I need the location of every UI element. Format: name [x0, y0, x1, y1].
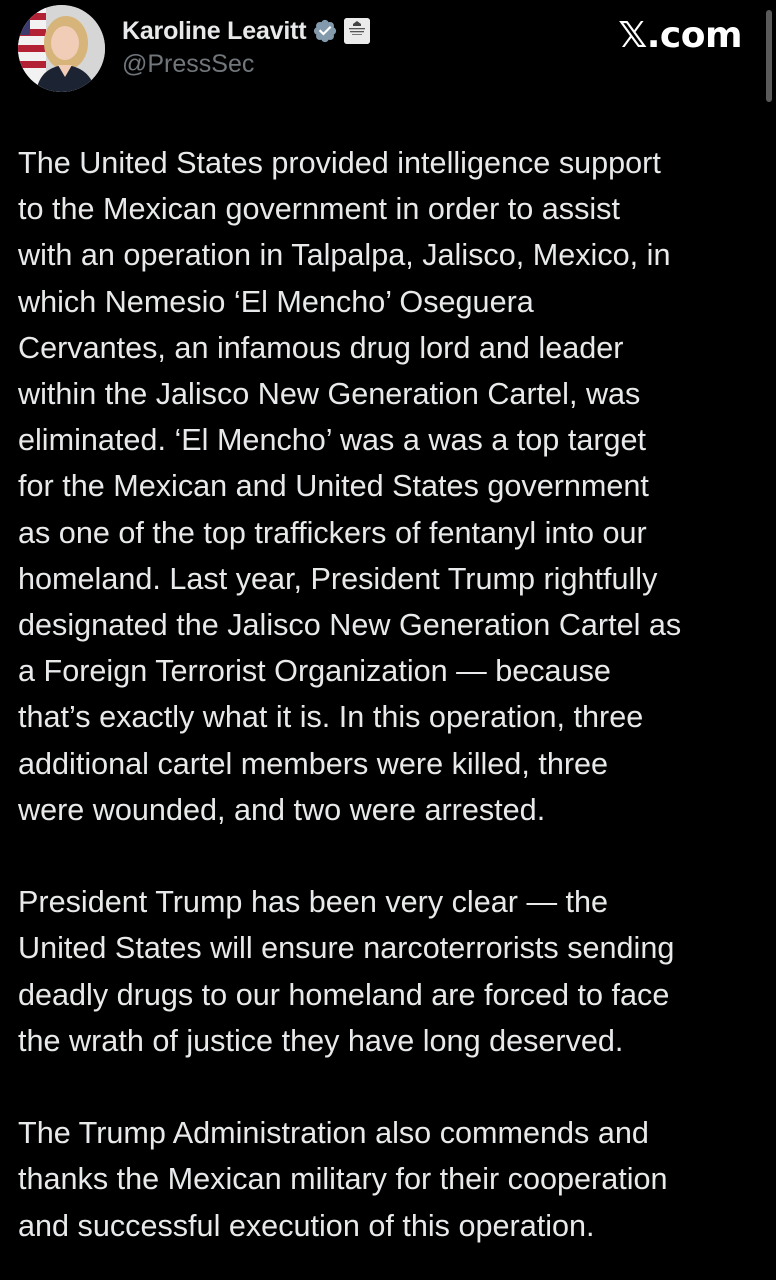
author-avatar[interactable] [18, 5, 105, 92]
scrollbar[interactable] [766, 10, 772, 102]
verified-checkmark-icon [312, 18, 338, 44]
post-paragraph: The Trump Administration also commends and thanks the Mexican military for their cooperation and successful execution of this operation. [18, 1116, 668, 1243]
author-name-row [122, 14, 370, 48]
post-text [18, 140, 766, 1249]
post-paragraph: President Trump has been very clear — the United States will ensure narcoterrorists sending deadly drugs to our homeland are forced to face the wrath of justice they have long deserved. [18, 885, 675, 1058]
author-display-name[interactable]: Karoline Leavitt [122, 16, 307, 45]
x-com-watermark: 𝕏.com [618, 15, 742, 56]
white-house-affiliate-icon[interactable] [344, 18, 370, 44]
post-paragraph: The United States provided intelligence support to the Mexican government in order to assist with an operation in Talpalpa, Jalisco, Mexico, in which Nemesio ‘El Mencho’ Oseguera Cervantes, an infamous drug lord and leader within the Jalisco New Generation Cartel, was eliminated. ‘El Mencho’ was a was a top target for the Mexican and United States government as one of the top traffickers of fentanyl into our homeland. Last year, President Trump rightfully designated the Jalisco New Generation Cartel as a Foreign Terrorist Organization — because that’s exactly what it is. In this operation, three additional cartel members were killed, three were wounded, and two were arrested. [18, 146, 682, 827]
avatar-photo [18, 5, 105, 92]
author-handle[interactable]: @PressSec [122, 50, 255, 78]
post-header [0, 0, 776, 110]
